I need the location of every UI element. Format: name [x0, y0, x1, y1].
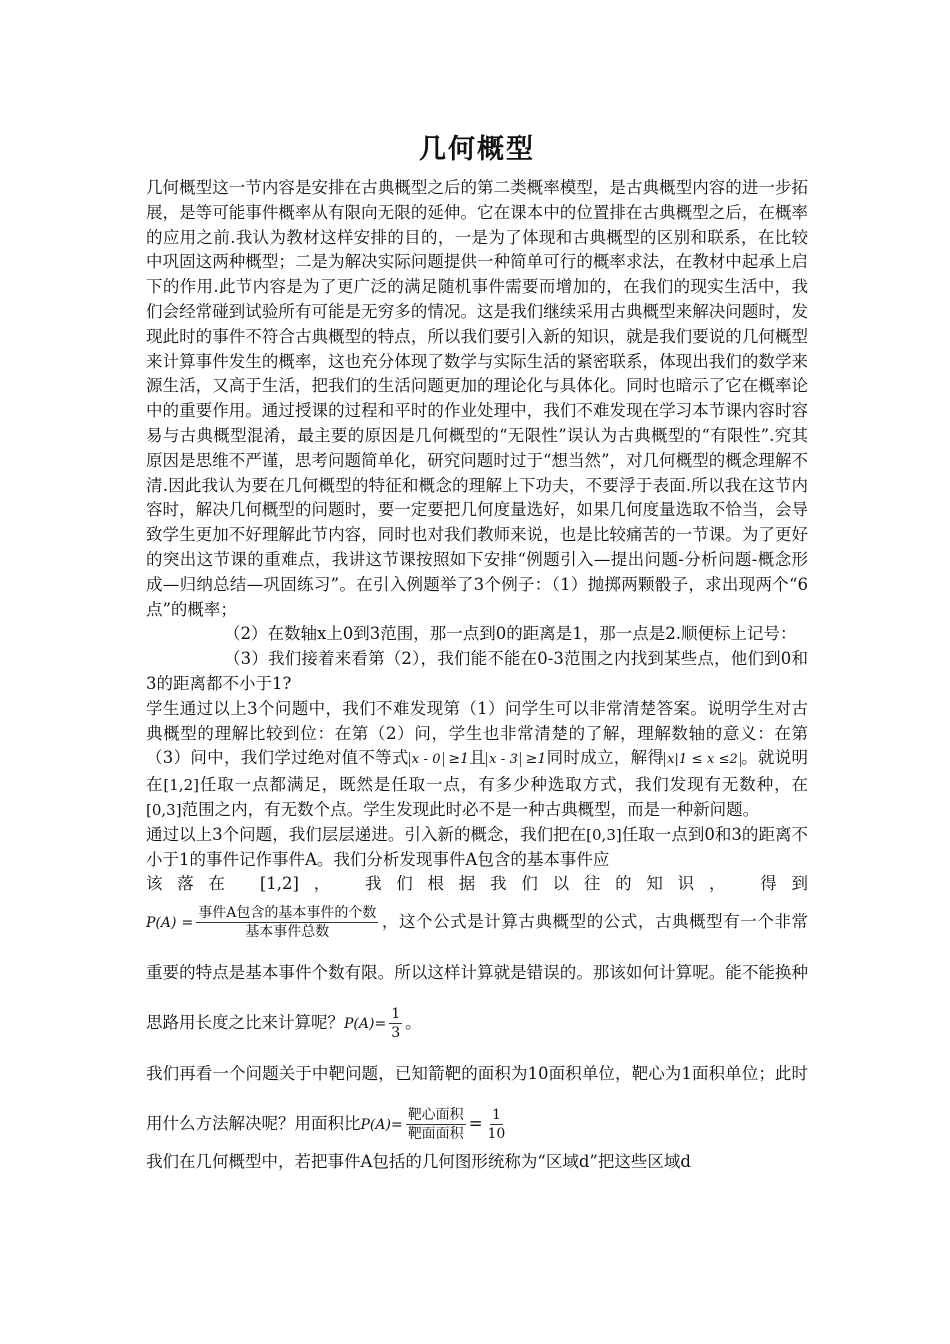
equals-sign: = — [468, 1114, 483, 1134]
text-segment: 。就说明在 — [146, 748, 809, 795]
text-segment: 。 — [405, 1013, 422, 1033]
fraction-numerator: 1 — [491, 1107, 501, 1124]
fraction-denominator: 10 — [487, 1126, 506, 1143]
fraction-denominator: 3 — [391, 1025, 401, 1042]
paragraph-analysis — [146, 697, 808, 823]
paragraph-intro: 几何概型这一节内容是安排在古典概型之后的第二类概率模型，是古典概型内容的进一步拓展，是等可能事件概率从有限向无限的延伸。它在课本中的位置排在古典概型之后，在概率的应用之前.我认为教材这样安排的目的，一是为了体现和古典概型的区别和联系，在比较中巩固这两种概型；二是为解决实际问题提供一种简单可行的概率求法，在教材中起承上启下的作用.此节内容是为了更广泛的满足随机事件需要而增加的，在我们的现实生活中，我们会经常碰到试验所有可能是无穷多的情况。这是我们继续采用古典概型来解决问题时，发现此时的事件不符合古典概型的特点，所以我们要引入新的知识，就是我们要说的几何概型来计算事件发生的概率，这也充分体现了数学与实际生活的紧密联系，体现出我们的数学来源生活，又高于生活，把我们的生活问题更加的理论化与具体化。同时也暗示了它在概率论中的重要作用。通过授课的过程和平时的作业处理中，我们不难发现在学习本节课内容时容易与古典概型混淆，最主要的原因是几何概型的“无限性”误认为古典概型的“有限性”.究其原因是思维不严谨，思考问题简单化，研究问题时过于“想当然”，对几何概型的概念理解不清.因此我认为要在几何概型的特征和概念的理解上下功夫，不要浮于表面.所以我在这节内容时，解决几何概型的问题时，要一定要把几何度量选好，如果几何度量选取不恰当，会导致学生更加不好理解此节内容，同时也对我们教师来说，也是比较痛苦的一节课。为了更好的突出这节课的重难点，我讲这节课按照如下安排“例题引入—提出问题-分析问题-概念形成—归纳总结—巩固练习”。在引入例题举了3个例子：（1）抛掷两颗骰子，求出现两个“6点”的概率； — [146, 178, 808, 619]
text-segment: 任取一点到0和3的距离不小于1的事件记作事件A。我们分析发现事件A包含的基本事件应 — [146, 824, 809, 869]
formula-lhs: P(A)= — [360, 1117, 403, 1134]
document-title: 几何概型 — [419, 134, 535, 165]
area-result-fraction — [486, 1106, 508, 1143]
formula-lhs: P(A) = — [146, 915, 194, 932]
fraction-denominator: 靶面面积 — [407, 1126, 464, 1143]
paragraph-example-2: （2）在数轴x上0到3范围，那一点到0的距离是1，那一点是2.顺便标上记号： — [224, 624, 797, 644]
result-fraction — [389, 1005, 402, 1042]
abs-expression: x - 0 — [409, 752, 444, 767]
text-segment: 任取一点都满足，既然是任取一点，有多少种选取方式，我们发现有无数种，在 — [198, 775, 809, 795]
text-segment: ，这个公式是计算古典概型的公式，古典概型有一个非常重要的特点是基本事件个数有限。所以这样计算就是错误的。那该如何计算呢。能不能换种思路用长度之比来计算呢？ — [146, 912, 808, 1033]
paragraph-concept — [146, 823, 808, 873]
area-ratio-fraction — [406, 1106, 466, 1143]
spread-line: 该落在 [1,2]， 我们根据我们以往的知识， 得到 — [146, 874, 808, 894]
paragraph-target — [146, 1049, 808, 1150]
text-segment: 范围之内，有无数个点。学生发现此时必不是一种古典概型，而是一种新问题。 — [181, 799, 760, 819]
text-segment: 学生通过以上3个问题中，我们不难发现第（1）问学生可以非常清楚答案。说明学生对古典概型的理解比较到位：在第（2）问，学生也非常清楚的了解，理解数轴的意义：在第（3）问中，我们学过绝对值不等式 — [146, 698, 808, 768]
paragraph-region: 我们在几何概型中，若把事件A包括的几何图形统称为“区域d”把这些区域d — [146, 1152, 691, 1172]
interval-expression: [1,2] — [163, 776, 199, 795]
text-segment: 且 — [468, 748, 487, 768]
text-segment: 我们再看一个问题关于中靶问题，已知箭靶的面积为10面积单位，靶心为1面积单位；此时用什么方法解决呢？用面积比 — [146, 1064, 808, 1134]
fraction-numerator: 事件A包含的基本事件的个数 — [198, 905, 377, 922]
text-segment: 通过以上3个问题，我们层层递进。引入新的概念，我们把在 — [146, 824, 587, 844]
document-page — [146, 128, 808, 1175]
abs-expression: x - 3 — [486, 752, 521, 767]
fraction-numerator: 靶心面积 — [407, 1107, 464, 1124]
interval-expression: [0,3] — [146, 800, 182, 819]
math-inline: ≥1 — [520, 751, 547, 768]
set-expression: x|1 ≤ x ≤2 — [664, 752, 741, 767]
fraction-numerator: 1 — [391, 1006, 401, 1023]
fraction-denominator: 基本事件总数 — [245, 924, 330, 941]
formula-lhs: P(A)= — [344, 1016, 387, 1033]
classical-probability-fraction — [196, 904, 378, 941]
text-segment: 同时成立，解得 — [546, 748, 665, 768]
paragraph-formula — [146, 897, 808, 1049]
interval-expression: [0,3] — [586, 825, 622, 844]
math-inline: ≥1 — [443, 751, 469, 768]
paragraph-example-3: （3）我们接着来看第（2），我们能不能在0-3范围之内找到某些点，他们到0和3的距离都不小于1? — [146, 649, 808, 693]
